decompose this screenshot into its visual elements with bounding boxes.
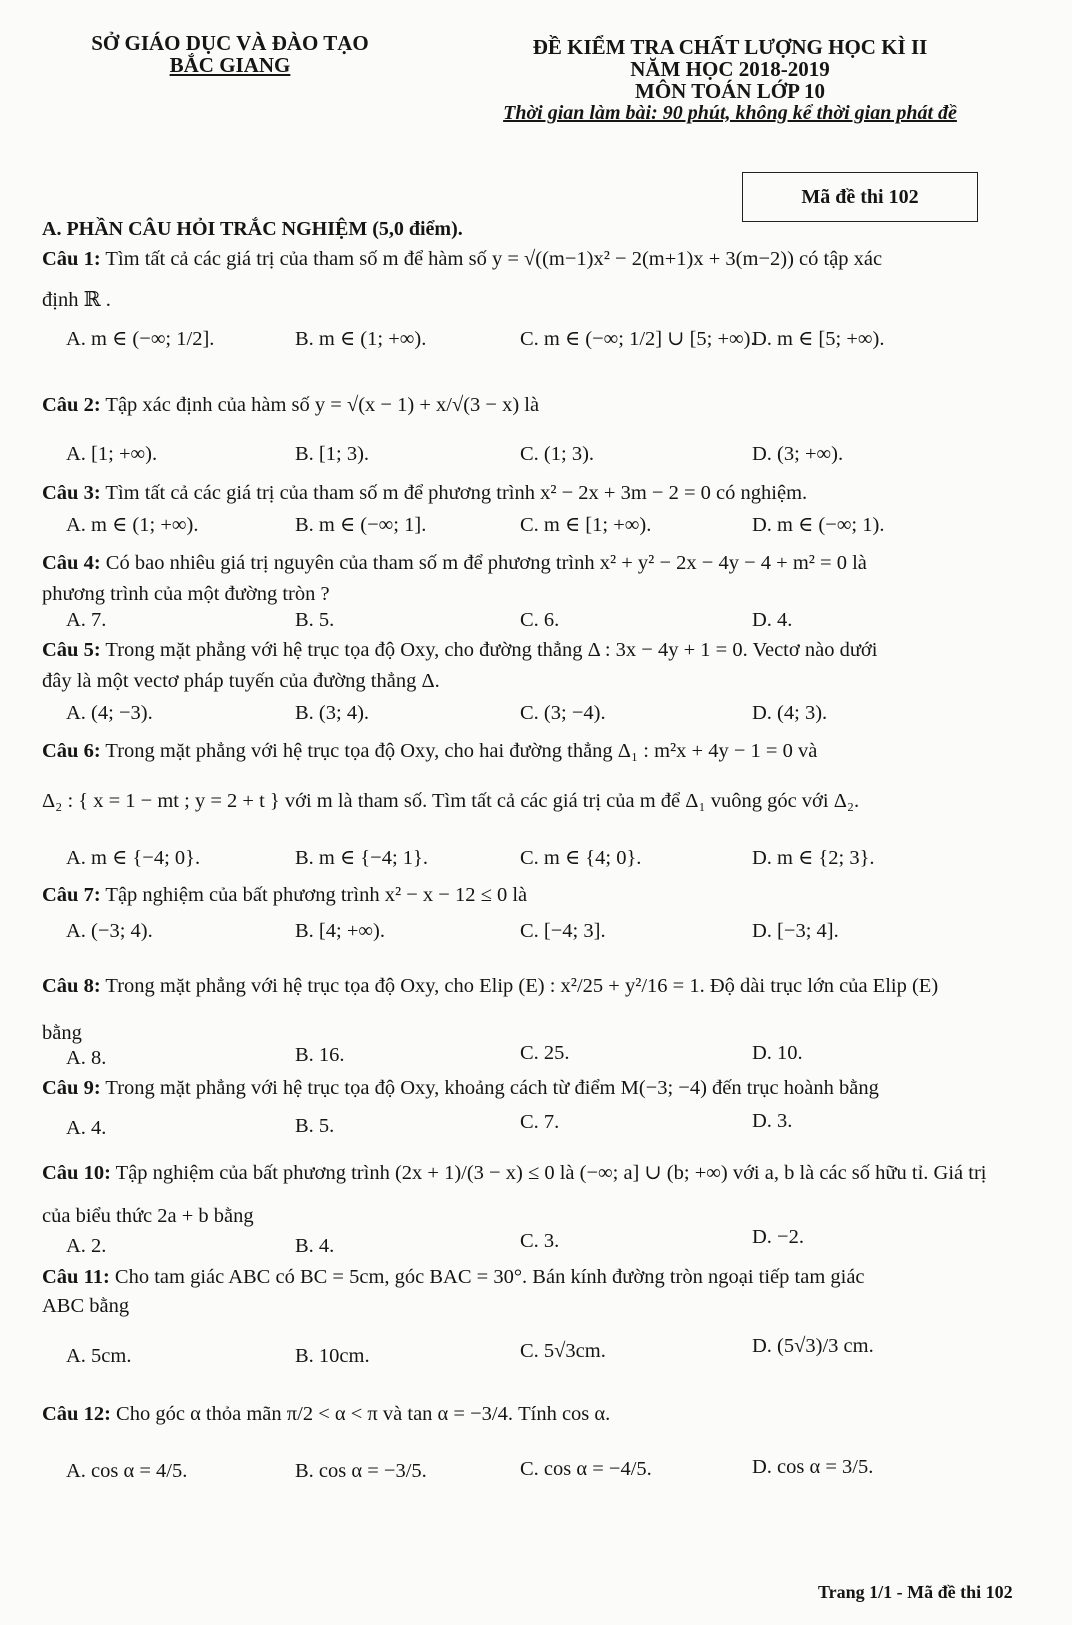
q8-option-b: B. 16.	[295, 1044, 345, 1066]
question-9: Câu 9: Trong mặt phẳng với hệ trục tọa độ Oxy, khoảng cách từ điểm M(−3; −4) đến trục hoành bằng	[42, 1077, 879, 1099]
question-12: Câu 12: Cho góc α thỏa mãn π/2 < α < π và tan α = −3/4. Tính cos α.	[42, 1403, 611, 1425]
exam-code-box: Mã đề thi 102	[742, 172, 978, 222]
q9-option-a: A. 4.	[66, 1117, 107, 1139]
q4-option-a: A. 7.	[66, 609, 107, 631]
question-5-cont: đây là một vectơ pháp tuyến của đường thẳng Δ.	[42, 670, 440, 692]
question-1: Câu 1: Tìm tất cả các giá trị của tham số m để hàm số y = √((m−1)x² − 2(m+1)x + 3(m−2)) có tập xác	[42, 248, 883, 270]
q3-option-a: A. m ∈ (1; +∞).	[66, 514, 199, 536]
question-7: Câu 7: Tập nghiệm của bất phương trình x² − x − 12 ≤ 0 là	[42, 884, 528, 906]
q8-option-d: D. 10.	[752, 1042, 803, 1064]
question-1-cont: định ℝ .	[42, 289, 111, 311]
q12-option-d: D. cos α = 3/5.	[752, 1456, 874, 1478]
q4-option-c: C. 6.	[520, 609, 560, 631]
q9-option-d: D. 3.	[752, 1110, 793, 1132]
school-year: NĂM HỌC 2018-2019	[630, 57, 830, 81]
q9-option-b: B. 5.	[295, 1115, 335, 1137]
q1-option-d: D. m ∈ [5; +∞).	[752, 328, 885, 350]
question-11: Câu 11: Cho tam giác ABC có BC = 5cm, góc BAC = 30°. Bán kính đường tròn ngoại tiếp tam giác	[42, 1266, 865, 1288]
exam-title: ĐỀ KIỂM TRA CHẤT LƯỢNG HỌC KÌ II	[532, 35, 928, 59]
question-6: Câu 6: Trong mặt phẳng với hệ trục tọa độ Oxy, cho hai đường thẳng Δ₁ : m²x + 4y − 1 = 0 và	[42, 740, 818, 762]
q8-option-a: A. 8.	[66, 1047, 107, 1069]
q2-option-a: A. [1; +∞).	[66, 443, 158, 465]
subject: MÔN TOÁN LỚP 10	[635, 79, 825, 103]
question-11-cont: ABC bằng	[42, 1295, 130, 1317]
q10-option-a: A. 2.	[66, 1235, 107, 1257]
q2-option-c: C. (1; 3).	[520, 443, 595, 465]
question-10: Câu 10: Tập nghiệm của bất phương trình (2x + 1)/(3 − x) ≤ 0 là (−∞; a] ∪ (b; +∞) với a, b là các số hữu tỉ. Giá trị	[42, 1162, 987, 1184]
q8-option-c: C. 25.	[520, 1042, 570, 1064]
time-limit: Thời gian làm bài: 90 phút, không kể thời gian phát đề	[503, 102, 957, 124]
q10-option-d: D. −2.	[752, 1226, 804, 1248]
q11-option-b: B. 10cm.	[295, 1345, 370, 1367]
province-name: BẮC GIANG	[169, 53, 291, 77]
section-title: A. PHẦN CÂU HỎI TRẮC NGHIỆM (5,0 điểm).	[42, 218, 463, 240]
q5-option-d: D. (4; 3).	[752, 702, 828, 724]
school-header	[60, 32, 400, 76]
q12-option-b: B. cos α = −3/5.	[295, 1460, 427, 1482]
q7-option-d: D. [−3; 4].	[752, 920, 839, 942]
question-6-cont: Δ₂ : { x = 1 − mt ; y = 2 + t } với m là tham số. Tìm tất cả các giá trị của m để Δ₁ vuông góc với Δ₂.	[42, 790, 860, 812]
question-10-cont: của biểu thức 2a + b bằng	[42, 1205, 254, 1227]
q6-option-a: A. m ∈ {−4; 0}.	[66, 847, 201, 869]
q3-option-c: C. m ∈ [1; +∞).	[520, 514, 652, 536]
q6-option-b: B. m ∈ {−4; 1}.	[295, 847, 428, 869]
q11-option-c: C. 5√3cm.	[520, 1340, 606, 1362]
q1-option-a: A. m ∈ (−∞; 1/2].	[66, 328, 215, 350]
question-2: Câu 2: Tập xác định của hàm số y = √(x − 1) + x/√(3 − x) là	[42, 394, 540, 416]
q5-option-b: B. (3; 4).	[295, 702, 370, 724]
q3-option-d: D. m ∈ (−∞; 1).	[752, 514, 885, 536]
q12-option-c: C. cos α = −4/5.	[520, 1458, 652, 1480]
q5-option-a: A. (4; −3).	[66, 702, 153, 724]
q4-option-b: B. 5.	[295, 609, 335, 631]
question-8-cont: bằng	[42, 1022, 82, 1044]
q11-option-d: D. (5√3)/3 cm.	[752, 1335, 874, 1357]
q7-option-b: B. [4; +∞).	[295, 920, 385, 942]
question-5: Câu 5: Trong mặt phẳng với hệ trục tọa độ Oxy, cho đường thẳng Δ : 3x − 4y + 1 = 0. Vectơ nào dưới	[42, 639, 878, 661]
q4-option-d: D. 4.	[752, 609, 793, 631]
question-4: Câu 4: Có bao nhiêu giá trị nguyên của tham số m để phương trình x² + y² − 2x − 4y − 4 + m² = 0 là	[42, 552, 867, 574]
q2-option-d: D. (3; +∞).	[752, 443, 844, 465]
q10-option-b: B. 4.	[295, 1235, 335, 1257]
q11-option-a: A. 5cm.	[66, 1345, 132, 1367]
q3-option-b: B. m ∈ (−∞; 1].	[295, 514, 427, 536]
q7-option-c: C. [−4; 3].	[520, 920, 606, 942]
q12-option-a: A. cos α = 4/5.	[66, 1460, 188, 1482]
q5-option-c: C. (3; −4).	[520, 702, 606, 724]
q9-option-c: C. 7.	[520, 1111, 560, 1133]
q2-option-b: B. [1; 3).	[295, 443, 370, 465]
q6-option-d: D. m ∈ {2; 3}.	[752, 847, 875, 869]
q1-option-b: B. m ∈ (1; +∞).	[295, 328, 427, 350]
q7-option-a: A. (−3; 4).	[66, 920, 153, 942]
page-footer: Trang 1/1 - Mã đề thi 102	[818, 1582, 1013, 1602]
q1-option-c: C. m ∈ (−∞; 1/2] ∪ [5; +∞).	[520, 328, 756, 350]
department-name: SỞ GIÁO DỤC VÀ ĐÀO TẠO	[91, 31, 369, 55]
q6-option-c: C. m ∈ {4; 0}.	[520, 847, 642, 869]
question-4-cont: phương trình của một đường tròn ?	[42, 583, 330, 605]
q10-option-c: C. 3.	[520, 1230, 560, 1252]
exam-header	[470, 36, 990, 124]
question-8: Câu 8: Trong mặt phẳng với hệ trục tọa độ Oxy, cho Elip (E) : x²/25 + y²/16 = 1. Độ dài trục lớn của Elip (E)	[42, 975, 939, 997]
question-3: Câu 3: Tìm tất cả các giá trị của tham số m để phương trình x² − 2x + 3m − 2 = 0 có nghiệm.	[42, 482, 808, 504]
